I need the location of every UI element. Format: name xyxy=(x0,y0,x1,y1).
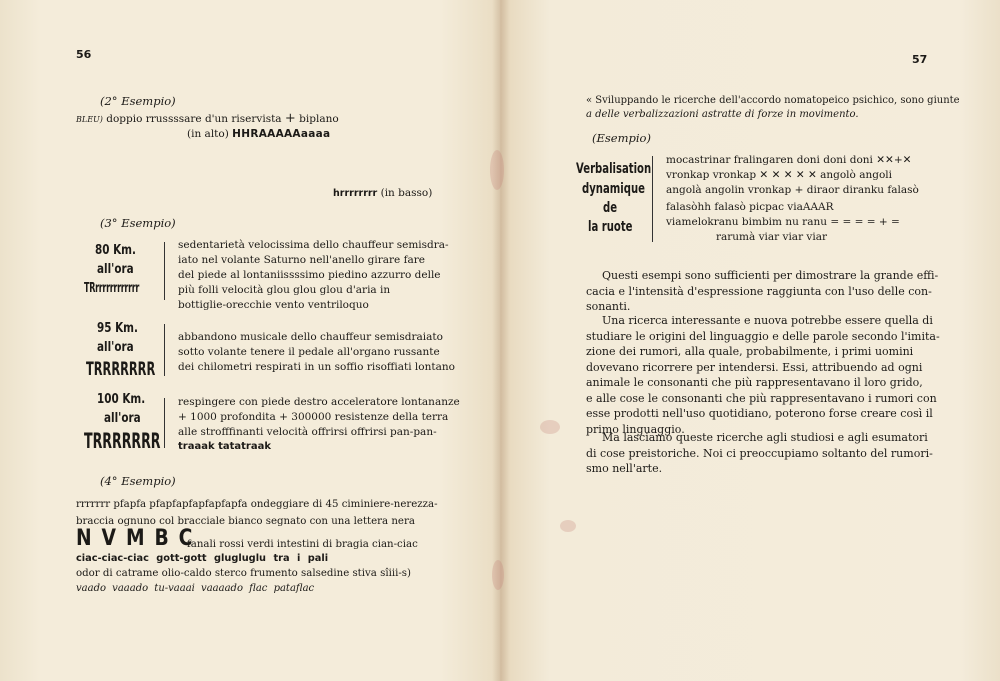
p2-line6: e alle cose le consonanti che più rappresentavano i rumori con xyxy=(586,391,937,405)
speed-100: 100 Km. xyxy=(97,392,146,407)
verbal-line5: viamelokranu bimbim nu ranu = = = = + = xyxy=(666,216,900,228)
speed-80: 80 Km. xyxy=(95,243,136,258)
p1-line3: sonanti. xyxy=(586,300,631,313)
example4-line5: odor di catrame olio-caldo sterco frumento salsedine stiva sîiii-s) xyxy=(76,568,412,579)
verbal-title-4: la ruote xyxy=(588,219,633,235)
verbal-brace xyxy=(652,156,653,242)
block95-line3: dei chilometri respirati in un soffio risoffiati lontano xyxy=(178,361,455,373)
p1-line1: Questi esempi sono sufficienti per dimostrare la grande effi- xyxy=(602,269,939,282)
sound-80: TRrrrrrrrrrrrr xyxy=(84,281,140,296)
verbal-line1: mocastrinar fralingaren doni doni doni ✕✕+✕ xyxy=(666,154,912,166)
brace-80 xyxy=(164,242,165,300)
block100-line3: alle strofffinanti velocità offrirsi offrirsi pan-pan- xyxy=(178,426,437,438)
p2-line8: primo linguaggio. xyxy=(586,422,685,436)
example4-heading: (4° Esempio) xyxy=(100,474,176,488)
example2-line2 xyxy=(187,127,330,141)
example2-line3 xyxy=(333,186,432,201)
example2-heading: (2° Esempio) xyxy=(100,94,176,108)
page-number-left: 56 xyxy=(76,48,92,61)
paper-stain xyxy=(492,560,504,590)
p2-line1: Una ricerca interessante e nuova potrebbe essere quella di xyxy=(602,314,933,327)
paper-stain xyxy=(490,150,504,190)
per-hour-80: all'ora xyxy=(97,262,134,277)
example4-line2: braccia ognuno col bracciale bianco segnato con una lettera nera xyxy=(76,516,415,527)
example4-line1: rrrrrrr pfapfa pfapfapfapfapfapfa ondeggiare di 45 ciminiere-nerezza- xyxy=(76,499,438,510)
block100-line4: traaak tatatraak xyxy=(178,441,272,452)
example2-prefix: BLEU) xyxy=(76,115,103,124)
paper-stain xyxy=(540,420,560,434)
verbal-line2: vronkap vronkap ✕ ✕ ✕ ✕ ✕ angolò angoli xyxy=(666,169,892,181)
example2-line2-text: (in alto) xyxy=(187,128,229,140)
p3-line2: di cose preistoriche. Noi ci preoccupiamo soltanto del rumori- xyxy=(586,446,933,460)
example4-line4: ciac-ciac-ciac gott-gott glugluglu tra i pali xyxy=(76,553,329,564)
verbal-line4: falasòhh falasò picpac viaAAAR xyxy=(666,201,834,213)
block80-line1: sedentarietà velocissima dello chauffeur semisdra- xyxy=(178,239,449,251)
block100-line2: + 1000 profondita + 300000 resistenze della terra xyxy=(178,411,449,423)
example2-line3-bold: hrrrrrrrr xyxy=(333,188,378,199)
per-hour-100: all'ora xyxy=(104,411,141,426)
block95-line2: sotto volante tenere il pedale all'organo russante xyxy=(178,346,440,358)
paper-stain xyxy=(560,520,576,532)
example2-line1-text: doppio rrussssare d'un riservista xyxy=(106,113,282,125)
example2-line1-end: biplano xyxy=(299,113,339,125)
sound-100: TRRRRRRR xyxy=(84,429,161,453)
p1-line2: cacia e l'intensità d'espressione raggiunta con l'uso delle con- xyxy=(586,284,932,298)
verbal-line6: rarumà viar viar viar xyxy=(716,231,827,243)
block80-line4: più folli velocità glou glou glou d'aria in xyxy=(178,284,391,296)
speed-95: 95 Km. xyxy=(97,321,138,336)
p2-line2: studiare le origini del linguaggio e delle parole secondo l'imita- xyxy=(586,329,940,343)
brace-100 xyxy=(164,398,165,448)
verbal-line3: angolà angolin vronkap + diraor diranku falasò xyxy=(666,184,919,196)
example4-letters: N V M B C xyxy=(76,526,195,551)
paragraph-2 xyxy=(586,313,940,437)
example4-line3: fanali rossi verdi intestini di bragia cian-ciac xyxy=(187,539,418,550)
p3-line3: smo nell'arte. xyxy=(586,462,663,475)
sound-95: TRRRRRRR xyxy=(86,358,156,380)
per-hour-95: all'ora xyxy=(97,340,134,355)
verbal-title-2: dynamique xyxy=(582,181,645,197)
quote-line2: a delle verbalizzazioni astratte di forze in movimento. xyxy=(586,109,859,120)
example2-line2-bold: HHRAAAAAaaaa xyxy=(232,128,331,140)
example2-line3-text: (in basso) xyxy=(380,187,433,199)
verbal-title-3: de xyxy=(603,200,618,216)
example-heading: (Esempio) xyxy=(592,131,651,145)
block95-line1: abbandono musicale dello chauffeur semisdraiato xyxy=(178,331,443,343)
p2-line4: dovevano ricorrere per intendersi. Essi, attribuendo ad ogni xyxy=(586,360,923,374)
block80-line3: del piede al lontaniissssimo piedino azzurro delle xyxy=(178,269,441,281)
block100-line1: respingere con piede destro acceleratore lontananze xyxy=(178,396,460,408)
verbal-title-1: Verbalisation xyxy=(576,161,652,177)
paragraph-1 xyxy=(586,268,939,315)
example4-line6: vaado vaaado tu-vaaai vaaaado flac pataflac xyxy=(76,583,315,594)
p2-line5: animale le consonanti che più rappresentavano il loro grido, xyxy=(586,376,923,389)
paragraph-3 xyxy=(586,430,933,477)
page-number-right: 57 xyxy=(912,53,928,66)
example2-line1 xyxy=(76,112,339,127)
p2-line7: esse prodotti nell'uso quotidiano, poterono forse creare così il xyxy=(586,407,933,420)
right-page xyxy=(500,0,1000,681)
plus-sign: + xyxy=(284,111,296,126)
p2-line3: zione dei rumori, alla quale, probabilmente, i primi uomini xyxy=(586,345,914,358)
block80-line5: bottiglie-orecchie vento ventriloquo xyxy=(178,299,369,311)
brace-95 xyxy=(164,324,165,376)
p3-line1: Ma lasciamo queste ricerche agli studiosi e agli esumatori xyxy=(602,431,928,444)
block80-line2: iato nel volante Saturno nell'anello girare fare xyxy=(178,254,425,266)
example3-heading: (3° Esempio) xyxy=(100,216,176,230)
quote-line1: « Sviluppando le ricerche dell'accordo nomatopeico psichico, sono giunte xyxy=(586,95,960,106)
